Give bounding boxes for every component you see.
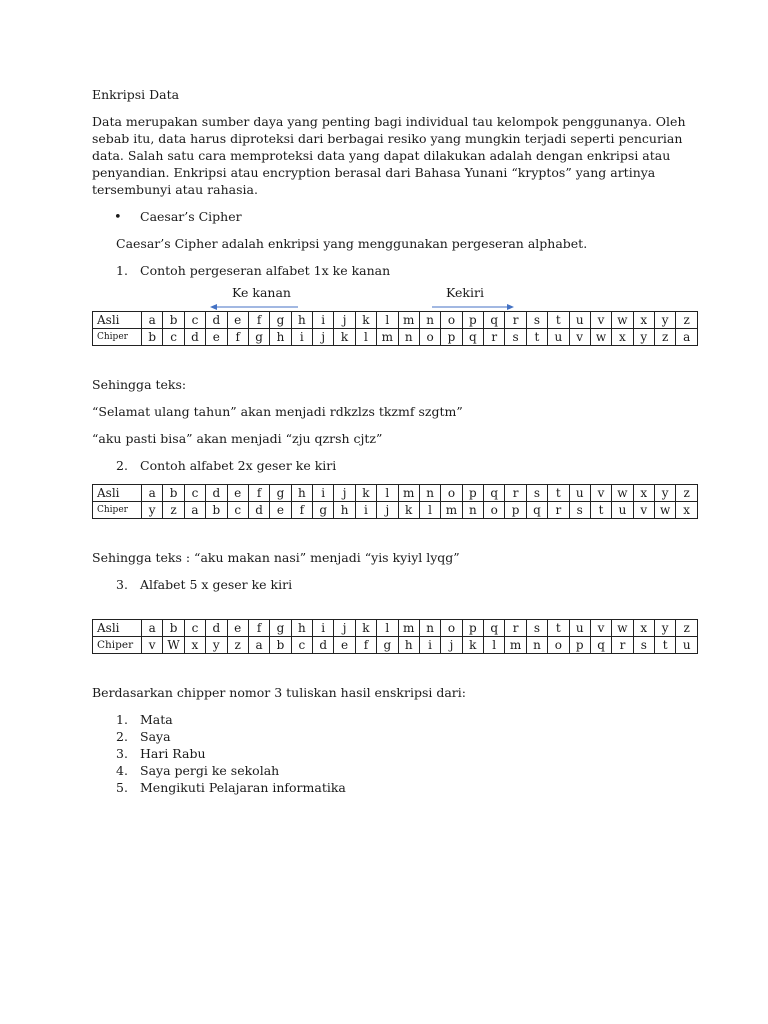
- table-cell: j: [313, 329, 334, 346]
- intro-paragraph: Data merupakan sumber daya yang penting bagi individual tau kelompok penggunanya. Oleh sebab itu, data harus diproteksi dari berbagai resiko yang mungkin terjadi seperti pencurian data. Salah satu cara memproteksi data yang dapat dilakukan adalah dengan enkripsi atau penyandian. Enkripsi atau encryption berasal dari Bahasa Yunani “kryptos” yang artinya tersembunyi atau rahasia.: [92, 114, 686, 197]
- table-cell: t: [590, 502, 611, 519]
- table-cell: r: [548, 502, 569, 519]
- table-cell: e: [227, 620, 248, 637]
- table-cell: a: [142, 620, 163, 637]
- table-cell: x: [633, 620, 654, 637]
- table-cell: i: [419, 637, 440, 654]
- table-row-asli: [93, 312, 698, 329]
- table-cell: o: [548, 637, 569, 654]
- bullet-label: Caesar’s Cipher: [140, 209, 242, 224]
- table-row-asli: [93, 620, 698, 637]
- table-cell: v: [590, 485, 611, 502]
- table-cell: z: [676, 312, 698, 329]
- table-cell: y: [206, 637, 227, 654]
- table-cell: p: [569, 637, 590, 654]
- example-2-heading: [92, 457, 700, 474]
- table-cell: m: [398, 485, 419, 502]
- table-cell: v: [590, 312, 611, 329]
- table-cell: y: [655, 620, 676, 637]
- table-cell: y: [142, 502, 163, 519]
- table-cell: i: [313, 620, 334, 637]
- table-cell: r: [484, 329, 505, 346]
- row-label-asli: Asli: [93, 620, 142, 637]
- table-cell: w: [612, 620, 633, 637]
- table-row-chiper: [93, 637, 698, 654]
- table-cell: b: [142, 329, 163, 346]
- document-page: [92, 86, 700, 796]
- result-example-2: “aku pasti bisa” akan menjadi “zju qzrsh cjtz”: [92, 431, 383, 446]
- table-cell: i: [313, 312, 334, 329]
- table-cell: x: [633, 312, 654, 329]
- task-prompt: Berdasarkan chipper nomor 3 tuliskan hasil enskripsi dari:: [92, 685, 466, 700]
- table-cell: q: [590, 637, 611, 654]
- list-item: [92, 762, 700, 779]
- table-cell: p: [441, 329, 462, 346]
- table-cell: b: [163, 312, 184, 329]
- table-cell: k: [398, 502, 419, 519]
- table-cell: j: [334, 312, 355, 329]
- table-cell: g: [270, 312, 291, 329]
- list-item-text: Saya pergi ke sekolah: [140, 763, 280, 778]
- bullet-caesar-cipher: [92, 208, 700, 225]
- row-label-chiper: Chiper: [93, 329, 142, 346]
- table-cell: a: [142, 312, 163, 329]
- table-cell: q: [484, 312, 505, 329]
- table-cell: i: [313, 485, 334, 502]
- example-2-number: 2.: [116, 458, 128, 473]
- table-cell: s: [526, 620, 547, 637]
- table-cell: u: [548, 329, 569, 346]
- list-item-text: Hari Rabu: [140, 746, 206, 761]
- table-cell: d: [184, 329, 205, 346]
- table-cell: r: [505, 485, 526, 502]
- table-cell: p: [462, 485, 483, 502]
- cipher-table-1: [92, 311, 698, 346]
- table-cell: c: [227, 502, 248, 519]
- table-cell: z: [163, 502, 184, 519]
- list-item-text: Mata: [140, 712, 173, 727]
- table-cell: v: [142, 637, 163, 654]
- table-cell: b: [163, 620, 184, 637]
- table-cell: e: [270, 502, 291, 519]
- table-cell: o: [484, 502, 505, 519]
- table-cell: i: [355, 502, 376, 519]
- table-cell: w: [590, 329, 611, 346]
- table-cell: l: [377, 620, 398, 637]
- row-label-asli: Asli: [93, 312, 142, 329]
- table-cell: z: [676, 485, 698, 502]
- list-item-text: Saya: [140, 729, 171, 744]
- table-cell: m: [398, 620, 419, 637]
- table-cell: g: [270, 485, 291, 502]
- right-arrow-icon: [432, 303, 514, 311]
- table-cell: s: [633, 637, 654, 654]
- table-cell: p: [505, 502, 526, 519]
- list-item: [92, 779, 700, 796]
- table-cell: h: [270, 329, 291, 346]
- table-cell: b: [163, 485, 184, 502]
- table-cell: s: [526, 485, 547, 502]
- table-cell: f: [248, 485, 269, 502]
- list-item-text: Mengikuti Pelajaran informatika: [140, 780, 346, 795]
- table-cell: h: [291, 485, 312, 502]
- table-cell: g: [270, 620, 291, 637]
- table-cell: e: [206, 329, 227, 346]
- table-cell: n: [462, 502, 483, 519]
- table-cell: u: [569, 312, 590, 329]
- table-cell: u: [569, 620, 590, 637]
- table-cell: c: [184, 485, 205, 502]
- table-cell: d: [206, 485, 227, 502]
- table-cell: c: [291, 637, 312, 654]
- table-cell: o: [441, 312, 462, 329]
- table-cell: x: [612, 329, 633, 346]
- table-cell: q: [462, 329, 483, 346]
- table-cell: b: [270, 637, 291, 654]
- table-cell: s: [526, 312, 547, 329]
- table-cell: o: [441, 485, 462, 502]
- row-label-chiper: Chiper: [93, 502, 142, 519]
- table-cell: n: [419, 485, 440, 502]
- result-example-1: “Selamat ulang tahun” akan menjadi rdkzlzs tkzmf szgtm”: [92, 404, 463, 419]
- table-cell: r: [612, 637, 633, 654]
- table-cell: i: [291, 329, 312, 346]
- result-intro: Sehingga teks:: [92, 377, 187, 392]
- table-cell: t: [526, 329, 547, 346]
- table-row-asli: [93, 485, 698, 502]
- table-cell: u: [612, 502, 633, 519]
- table-cell: l: [484, 637, 505, 654]
- table-cell: c: [184, 312, 205, 329]
- table-cell: y: [655, 312, 676, 329]
- table-cell: u: [676, 637, 698, 654]
- table-cell: f: [248, 312, 269, 329]
- row-label-chiper: Chiper: [93, 637, 142, 654]
- list-item: [92, 728, 700, 745]
- table-cell: o: [441, 620, 462, 637]
- list-item-number: 3.: [116, 746, 128, 761]
- left-arrow-icon: [210, 303, 300, 311]
- list-item: [92, 711, 700, 728]
- table-row-chiper: [93, 502, 698, 519]
- table-cell: d: [313, 637, 334, 654]
- caesar-definition: Caesar’s Cipher adalah enkripsi yang menggunakan pergeseran alphabet.: [116, 236, 588, 251]
- table-cell: k: [355, 620, 376, 637]
- document-title: Enkripsi Data: [92, 87, 180, 102]
- direction-arrows: [92, 279, 700, 309]
- table-cell: w: [655, 502, 676, 519]
- table-cell: g: [313, 502, 334, 519]
- example-1-number: 1.: [116, 263, 128, 278]
- table-cell: d: [248, 502, 269, 519]
- table-cell: t: [548, 485, 569, 502]
- table-cell: y: [655, 485, 676, 502]
- example-2-text: Contoh alfabet 2x geser ke kiri: [140, 458, 337, 473]
- table-cell: n: [419, 620, 440, 637]
- table-cell: r: [505, 620, 526, 637]
- table-cell: z: [227, 637, 248, 654]
- table-cell: e: [334, 637, 355, 654]
- table-cell: x: [184, 637, 205, 654]
- table-cell: t: [655, 637, 676, 654]
- table-cell: n: [419, 312, 440, 329]
- table-cell: s: [505, 329, 526, 346]
- table-cell: b: [206, 502, 227, 519]
- task-list: [92, 711, 700, 796]
- table-cell: g: [248, 329, 269, 346]
- bullet-dot-icon: •: [114, 210, 122, 225]
- table-cell: x: [633, 485, 654, 502]
- table-cell: m: [505, 637, 526, 654]
- example-1-heading: [92, 262, 700, 279]
- table-cell: o: [419, 329, 440, 346]
- table-cell: q: [484, 620, 505, 637]
- table-cell: l: [355, 329, 376, 346]
- table-cell: h: [291, 312, 312, 329]
- row-label-asli: Asli: [93, 485, 142, 502]
- example-3-text: Alfabet 5 x geser ke kiri: [140, 577, 293, 592]
- table-cell: c: [184, 620, 205, 637]
- table-cell: s: [569, 502, 590, 519]
- table-cell: n: [526, 637, 547, 654]
- table-cell: j: [334, 485, 355, 502]
- table-cell: u: [569, 485, 590, 502]
- table-cell: d: [206, 620, 227, 637]
- table-cell: k: [462, 637, 483, 654]
- table-cell: g: [377, 637, 398, 654]
- table-cell: f: [291, 502, 312, 519]
- table-cell: d: [206, 312, 227, 329]
- table-cell: l: [377, 485, 398, 502]
- table-cell: m: [398, 312, 419, 329]
- table-cell: j: [377, 502, 398, 519]
- list-item: [92, 745, 700, 762]
- table-cell: c: [163, 329, 184, 346]
- arrow-label-kekiri: Kekiri: [446, 285, 484, 300]
- table-cell: w: [612, 485, 633, 502]
- table-cell: l: [377, 312, 398, 329]
- list-item-number: 5.: [116, 780, 128, 795]
- table-cell: x: [676, 502, 698, 519]
- table-cell: h: [334, 502, 355, 519]
- table-cell: v: [633, 502, 654, 519]
- table-cell: m: [441, 502, 462, 519]
- table-cell: z: [655, 329, 676, 346]
- cipher-table-2: [92, 484, 698, 519]
- example-1-text: Contoh pergeseran alfabet 1x ke kanan: [140, 263, 391, 278]
- table-cell: q: [526, 502, 547, 519]
- table-cell: w: [612, 312, 633, 329]
- table-cell: h: [291, 620, 312, 637]
- table-cell: f: [248, 620, 269, 637]
- table-cell: j: [334, 620, 355, 637]
- table-cell: t: [548, 312, 569, 329]
- table-cell: W: [163, 637, 184, 654]
- table-cell: q: [484, 485, 505, 502]
- table-cell: e: [227, 485, 248, 502]
- table-cell: k: [334, 329, 355, 346]
- table-cell: a: [676, 329, 698, 346]
- table-cell: f: [355, 637, 376, 654]
- table-row-chiper: [93, 329, 698, 346]
- table-cell: t: [548, 620, 569, 637]
- table-cell: v: [590, 620, 611, 637]
- table-cell: a: [142, 485, 163, 502]
- table-cell: m: [377, 329, 398, 346]
- result-example-3: Sehingga teks : “aku makan nasi” menjadi “yis kyiyl lyqg”: [92, 550, 460, 565]
- table-cell: v: [569, 329, 590, 346]
- table-cell: p: [462, 312, 483, 329]
- list-item-number: 1.: [116, 712, 128, 727]
- table-cell: h: [398, 637, 419, 654]
- table-cell: k: [355, 485, 376, 502]
- table-cell: f: [227, 329, 248, 346]
- table-cell: a: [184, 502, 205, 519]
- example-3-number: 3.: [116, 577, 128, 592]
- arrow-label-ke-kanan: Ke kanan: [232, 285, 291, 300]
- list-item-number: 4.: [116, 763, 128, 778]
- table-cell: j: [441, 637, 462, 654]
- table-cell: e: [227, 312, 248, 329]
- table-cell: k: [355, 312, 376, 329]
- list-item-number: 2.: [116, 729, 128, 744]
- table-cell: n: [398, 329, 419, 346]
- cipher-table-3: [92, 619, 698, 654]
- table-cell: l: [419, 502, 440, 519]
- example-3-heading: [92, 576, 700, 593]
- table-cell: r: [505, 312, 526, 329]
- table-cell: a: [248, 637, 269, 654]
- table-cell: p: [462, 620, 483, 637]
- table-cell: z: [676, 620, 698, 637]
- table-cell: y: [633, 329, 654, 346]
